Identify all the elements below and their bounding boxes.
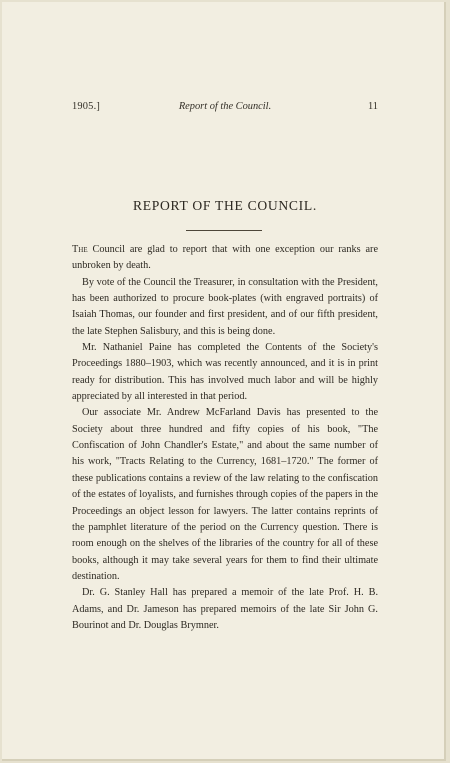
paragraph-1 — [72, 242, 378, 275]
running-head — [72, 101, 378, 115]
paragraph-5: Dr. G. Stanley Hall has prepared a memoir of the late Prof. H. B. Adams, and Dr. Jameson has prepared memoirs of the late Sir John G. Bourinot and Dr. Douglas Brymner. — [72, 587, 378, 631]
running-head-title: Report of the Council. — [178, 101, 272, 112]
section-title: REPORT OF THE COUNCIL. — [132, 198, 318, 213]
paragraph-lead-word: The — [72, 244, 88, 255]
page-number: 11 — [367, 101, 378, 112]
paragraph-2: By vote of the Council the Treasurer, in consultation with the President, has been authorized to procure book-plates (with engraved portraits) of Isaiah Thomas, our founder and first president, and of our fifth president, the late Stephen Salisbury, and this is being done. — [72, 276, 378, 337]
paragraph-1-text: Council are glad to report that with one exception our ranks are unbroken by death. — [72, 244, 378, 272]
body-text — [72, 242, 378, 634]
book-page — [2, 2, 446, 761]
paragraph-4: Our associate Mr. Andrew McFarland Davis has presented to the Society about three hundred and fifty copies of his book, "The Confiscation of John Chandler's Estate," and about the same number of his work, "Tracts Relating to the Currency, 1681–1720." The former of these publications contains a review of the law relating to the confiscation of the estates of loyalists, and furnishes through copies of the papers in the Proceedings an object lesson for lawyers. The latter contains reprints of the pamphlet literature of the period on the Currency question. There is room enough on the shelves of the libraries of the country for all of these books, although it may take several years for them to find their ultimate destination. — [72, 407, 378, 582]
paragraph-3: Mr. Nathaniel Paine has completed the Contents of the Society's Proceedings 1880–1903, which was recently announced, and it is in print ready for distribution. This has involved much labor and will be highly appreciated by all interested in that period. — [72, 342, 378, 403]
title-divider — [186, 230, 262, 231]
running-head-year: 1905.] — [72, 101, 101, 112]
